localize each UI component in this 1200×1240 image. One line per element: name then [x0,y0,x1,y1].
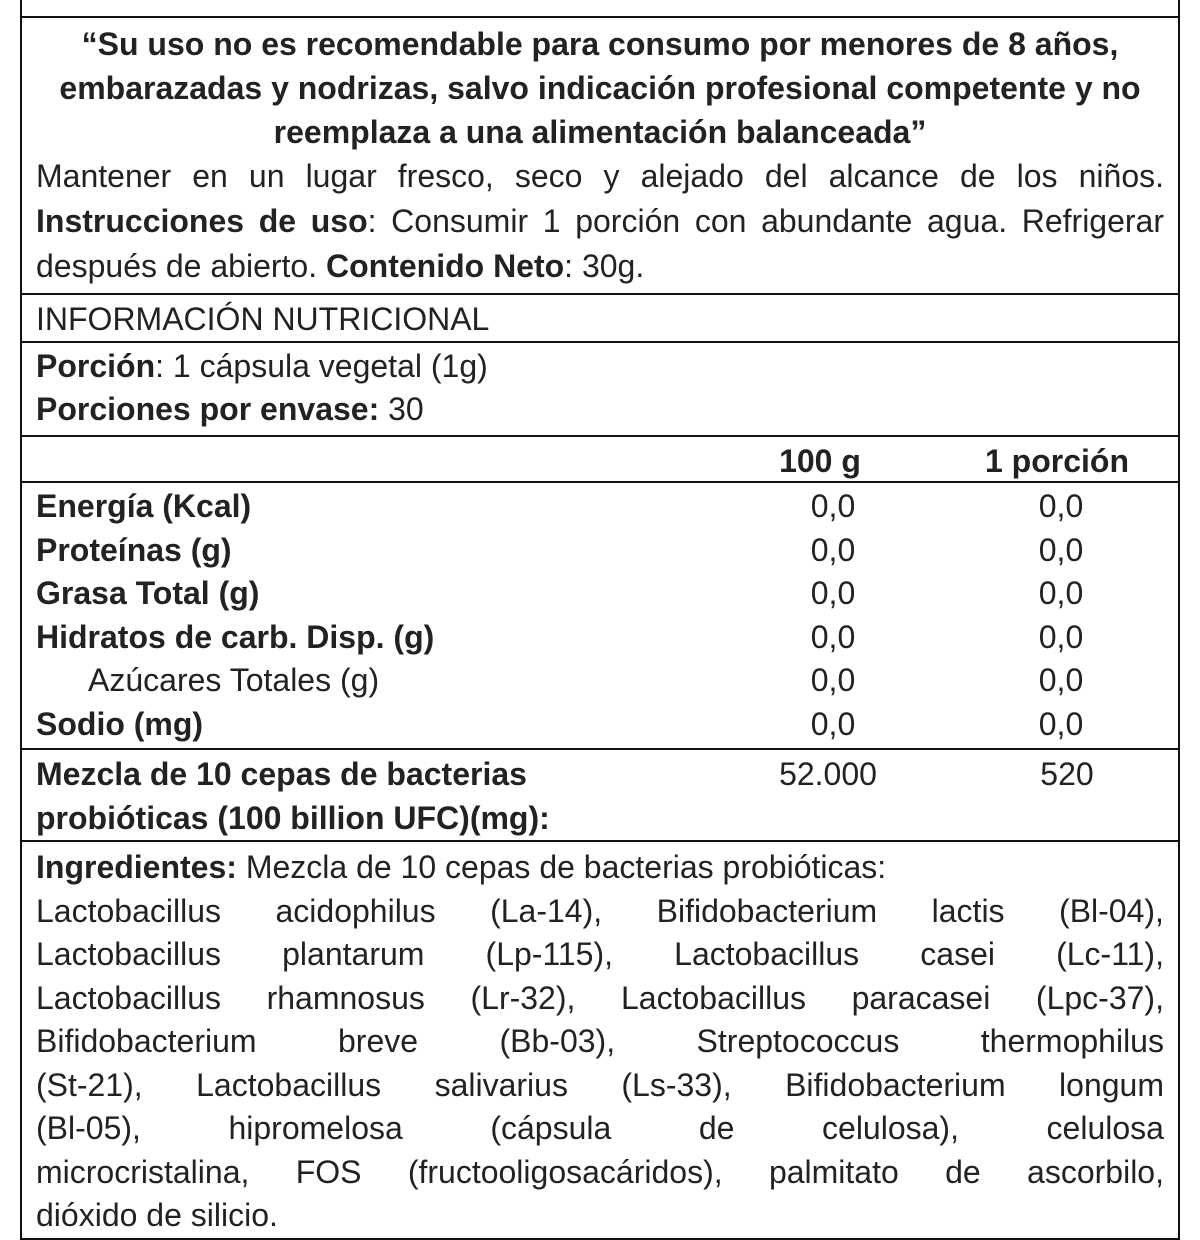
nutrient-name: Hidratos de carb. Disp. (g) [36,618,435,655]
nutrient-per100: 0,0 [810,618,856,655]
column-headers [22,437,1178,483]
nutrient-row-sugars [36,659,1164,703]
ingredient-word: (Lpc-37), [1035,979,1164,1016]
ingredient-word: de [945,1153,981,1190]
nutrient-per-portion: 0,0 [1038,618,1084,655]
ingredient-word: salivarius [434,1066,568,1103]
ingredient-word: (cápsula [490,1110,612,1146]
ingredient-word: rhamnosus [266,979,425,1016]
ingredient-word: Lactobacillus [196,1066,382,1103]
probiotic-mix-row [22,750,1178,842]
nutrient-per-portion: 0,0 [1038,662,1084,698]
ingredient-word: (Lp-115), [485,936,614,972]
col-100g-header: 100 g [779,443,861,479]
nutrient-per100: 0,0 [810,531,856,568]
nutrient-per-portion: 0,0 [1038,488,1084,524]
ingredients-list [36,890,1164,1238]
ingredient-word: FOS [295,1153,362,1190]
ingredient-word: longum [1059,1066,1164,1103]
usage-text [36,154,1164,289]
ingredient-word: (Bl-04), [1059,892,1164,929]
portion-value: : 1 cápsula vegetal (1g) [155,348,488,384]
nutrient-name: Proteínas (g) [36,531,232,568]
ingredients-line [36,890,1164,934]
nutrition-heading: INFORMACIÓN NUTRICIONAL [22,295,1178,343]
product-type-header [22,0,1178,18]
servings-line [36,388,1164,431]
ingredient-word: dióxido de silicio. [36,1197,278,1233]
ingredient-word: plantarum [282,936,425,972]
ingredient-word: (Bb-03), [499,1023,616,1059]
ingredients-intro: Mezcla de 10 cepas de bacterias probióticas: [236,849,887,885]
ingredient-word: lactis [931,892,1005,929]
ingredient-word: thermophilus [980,1023,1164,1059]
ingredient-word: (St-21), [36,1066,143,1103]
nutrient-row-fat [36,572,1164,616]
net-content-text: : 30g. [564,248,645,284]
ingredients-line [36,1020,1164,1064]
ingredient-word: (Lr-32), [470,979,576,1016]
ingredient-word: palmitato [768,1153,899,1190]
ingredient-word: microcristalina, [36,1153,250,1190]
nutrient-per100: 0,0 [810,575,856,611]
ingredients-intro-line [36,846,1164,890]
ingredients-line [36,1151,1164,1195]
ingredient-word: paracasei [851,979,991,1016]
portion-line [36,345,1164,388]
nutrient-per100: 0,0 [810,705,856,742]
servings-value: 30 [379,391,424,427]
ingredient-word: Lactobacillus [620,979,806,1016]
ingredient-word: celulosa), [822,1110,959,1146]
ingredient-word: celulosa [1046,1110,1164,1146]
ingredient-word: Bifidobacterium [656,892,878,929]
ingredients-section [22,842,1178,1238]
probiotic-mix-name-line1: Mezcla de 10 cepas de bacterias [36,756,527,792]
ingredient-word: (Bl-05), [36,1110,141,1146]
instructions-text: : Consumir 1 porción con abundante agua. Refrigerar después de abierto. [36,203,1165,284]
ingredient-word: breve [338,1023,419,1059]
ingredients-line [36,1064,1164,1108]
instructions-label: Instrucciones de uso [36,203,368,239]
nutrient-per-portion: 0,0 [1038,575,1084,611]
nutrient-name: Sodio (mg) [36,705,204,742]
probiotic-mix-per100: 52.000 [779,756,877,792]
probiotic-mix-name-line2: probióticas (100 billion UFC)(mg): [36,800,550,836]
nutrient-per100: 0,0 [810,488,856,524]
portion-section [22,343,1178,437]
warning-text: “Su uso no es recomendable para consumo por menores de 8 años, embarazadas y nodrizas, salvo indicación profesional competente y no reemplaza a una alimentación balanceada” [59,26,1141,150]
nutrient-name: Grasa Total (g) [36,575,260,611]
col-portion-header: 1 porción [984,443,1129,479]
ingredient-word: ascorbilo, [1027,1153,1164,1190]
net-content-label: Contenido Neto [325,248,565,284]
nutrient-name: Azúcares Totales (g) [88,662,380,698]
ingredient-word: hipromelosa [228,1110,403,1146]
ingredient-word: casei [920,936,995,972]
probiotic-mix-name [36,752,686,840]
ingredient-word: Bifidobacterium [785,1066,1006,1103]
nutrient-row-energy [36,485,1164,529]
ingredient-word: (Ls-33), [621,1066,732,1103]
ingredient-word: (fructooligosacáridos), [407,1153,723,1190]
nutrient-row-sodium [36,703,1164,747]
ingredient-word: Lactobacillus [674,936,860,972]
nutrient-row-protein [36,529,1164,573]
storage-text: Mantener en un lugar fresco, seco y alejado del alcance de los niños. [36,158,1164,194]
nutrient-per-portion: 0,0 [1038,705,1084,742]
probiotic-mix-per-portion: 520 [1040,756,1094,792]
ingredient-word: acidophilus [275,892,436,929]
ingredient-word: de [698,1110,735,1146]
ingredient-word: Bifidobacterium [36,1023,257,1059]
nutrient-row-carbs [36,616,1164,660]
portion-label: Porción [36,348,156,384]
nutrient-name: Energía (Kcal) [36,488,252,524]
ingredient-word: Lactobacillus [36,936,221,972]
servings-label: Porciones por envase: [36,391,380,427]
ingredients-line [36,1107,1164,1151]
nutrient-table [22,483,1178,750]
nutrient-per100: 0,0 [810,662,856,698]
ingredient-word: (Lc-11), [1056,936,1164,972]
ingredient-word: (La-14), [490,892,603,929]
warning-section [22,18,1178,295]
ingredients-line [36,977,1164,1021]
ingredients-line [36,933,1164,977]
nutrition-label [20,0,1180,1240]
ingredient-word: Lactobacillus [36,979,221,1016]
ingredients-line [36,1194,1164,1238]
nutrient-per-portion: 0,0 [1038,531,1084,568]
ingredient-word: Streptococcus [696,1023,900,1059]
ingredient-word: Lactobacillus [36,892,221,929]
ingredients-label: Ingredientes: [36,849,237,885]
